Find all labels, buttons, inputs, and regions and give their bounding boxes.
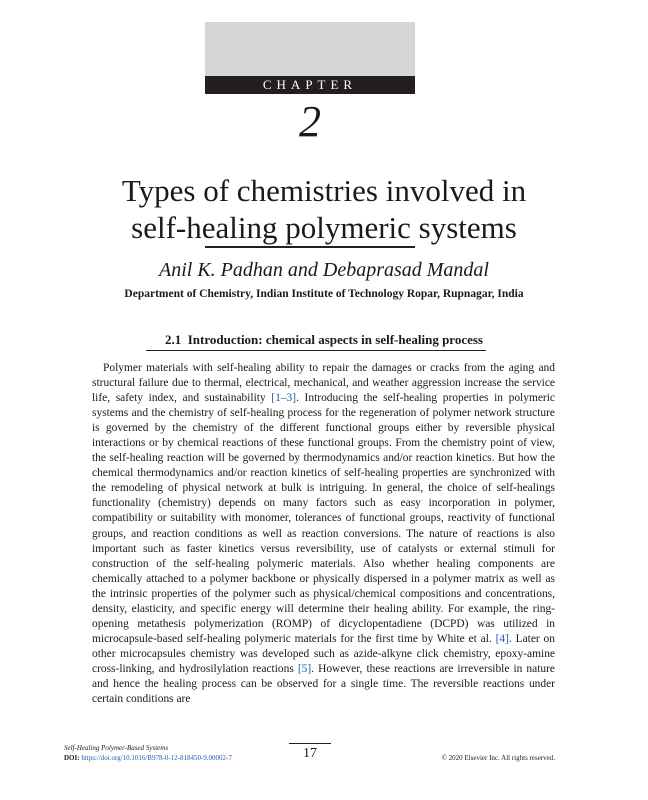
section-title: Introduction: chemical aspects in self-healing process <box>187 332 483 347</box>
chapter-number: 2 <box>299 97 321 146</box>
affiliation: Department of Chemistry, Indian Institute of Technology Ropar, Rupnagar, India <box>124 288 524 300</box>
footer-doi-link[interactable]: https://doi.org/10.1016/B978-0-12-818450-9.00002-7 <box>81 754 232 762</box>
chapter-title <box>60 172 588 246</box>
body-text-segment: Polymer materials with self-healing ability to repair the damages or cracks from the aging and structural failure due to thermal, electrical, mechanical, and weather aggression increase the service life, safety index, and sustainability <box>92 362 555 405</box>
citation-link[interactable]: [4] <box>495 632 509 645</box>
citation-link[interactable]: [1–3] <box>271 392 297 405</box>
footer-journal: Self-Healing Polymer-Based Systems <box>64 744 169 752</box>
authors: Anil K. Padhan and Debaprasad Mandal <box>159 259 489 281</box>
chapter-title-line-1: Types of chemistries involved in <box>121 173 527 208</box>
body-text-segment: . However, these reactions are irreversible in nature and hence the healing process can be observed for a single time. The reversible reactions under certain conditions are <box>92 662 555 706</box>
chapter-title-line-2: self-healing polymeric systems <box>131 210 517 245</box>
page-number: 17 <box>303 746 317 761</box>
page-number-rule <box>289 743 331 744</box>
footer-source <box>64 743 232 763</box>
chapter-label: CHAPTER <box>205 76 415 94</box>
body-text-segment: . Introducing the self-healing properties in polymeric systems and the chemistry of self-healing process for the regeneration of polymer network structure is governed by the chemistry of the different functional groups either by reversible physical interactions or by chemical reactions of these functional groups. From the chemistry point of view, the self-healing reaction will be governed by thermodynamics and/or reaction kinetics. But how the chemical thermodynamics and/or reaction kinetics of self-healing properties are synchronized with the remodeling of physical network at bulk is intriguing. In general, the choice of self-healings functionality (chemistry) depends on many factors such as easy incorporation in polymer, compatibility or suitability with monomer, tolerances of functional groups, reactivity of functional groups, and reaction conditions as well as reaction conversions. The nature of reactions is also important such as faster kinetics versus reversibility, use of catalysts or external stimuli for construction of the self-healing polymeric materials. Also whether healing components are chemically attached to a polymer backbone or physically dispersed in a polymer matrix as well as the intrinsic properties of the polymer such as physical/chemical compositions and concentrations, density, elasticity, and specific energy will determine their healing ability. For example, the ring-opening metathesis polymerization (ROMP) of dicyclopentadiene (DCPD) was utilized in microcapsule-based self-healing polymeric materials for the first time by White et al. <box>92 392 555 645</box>
title-divider <box>205 246 415 248</box>
body-paragraph <box>92 361 555 707</box>
footer-doi-label: DOI: <box>64 754 80 762</box>
section-divider <box>146 350 486 351</box>
body-text-segment: . Later on other microcapsules chemistry was developed such as azide-alkyne click chemistry, epoxy-amine cross-linking, and hydrosilylation reactions <box>92 632 555 675</box>
section-number: 2.1 <box>164 332 182 347</box>
citation-link[interactable]: [5] <box>297 662 312 675</box>
section-heading <box>60 331 588 349</box>
copyright: © 2020 Elsevier Inc. All rights reserved. <box>441 754 555 762</box>
